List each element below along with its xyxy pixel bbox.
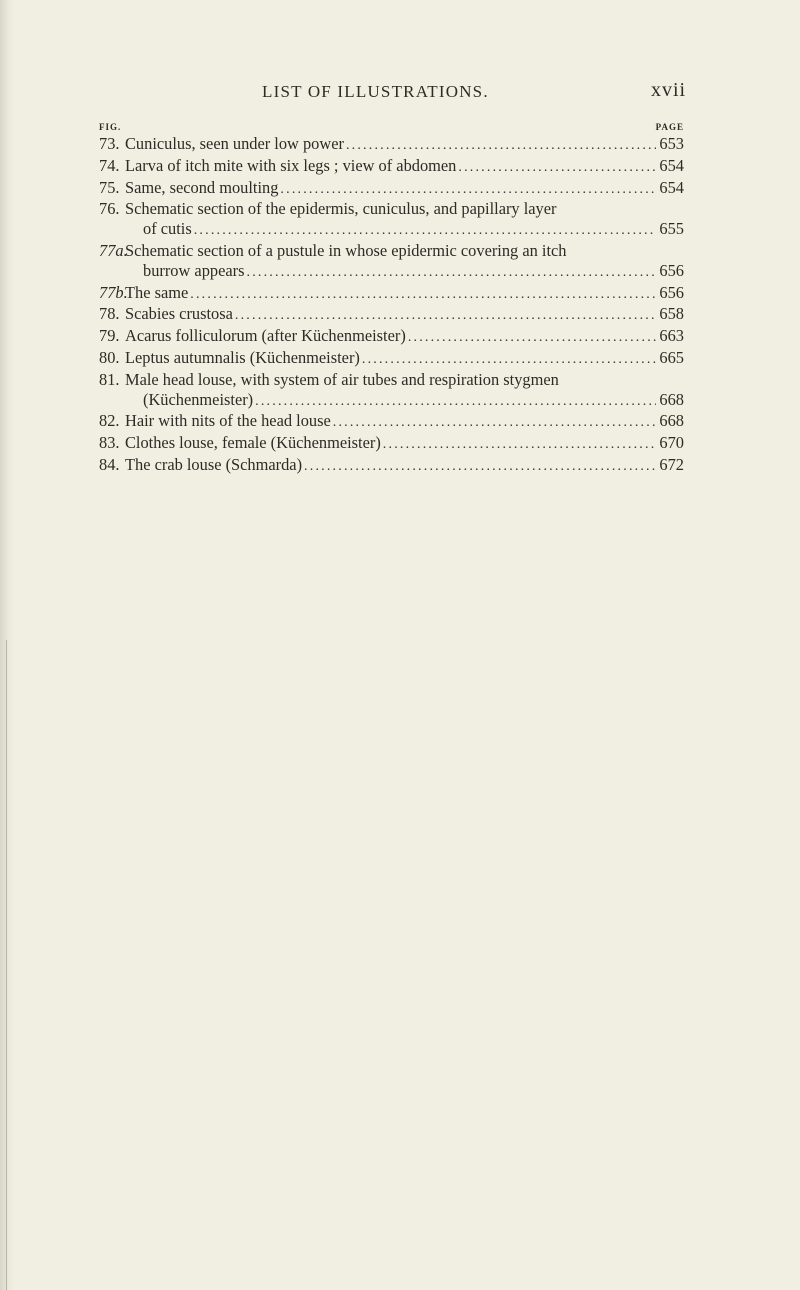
figure-caption: The crab louse (Schmarda) <box>125 454 303 474</box>
page-ref: 654 <box>659 155 684 175</box>
list-item <box>99 455 684 477</box>
list-item <box>99 304 684 326</box>
dot-leader <box>408 328 657 348</box>
list-item <box>99 348 684 370</box>
figure-number: 81. <box>99 369 120 389</box>
figure-caption: Same, second moulting <box>125 177 279 197</box>
figure-caption: Leptus autumnalis (Küchenmeister) <box>125 347 360 367</box>
figure-caption: Hair with nits of the head louse <box>125 411 331 431</box>
page-ref: 656 <box>659 260 684 280</box>
page-ref: 670 <box>659 433 684 453</box>
dot-leader <box>247 263 657 283</box>
list-item <box>99 283 684 305</box>
figure-caption: Cuniculus, seen under low power <box>125 134 344 153</box>
list-item <box>99 178 684 200</box>
dot-leader <box>304 457 656 477</box>
figure-number: 74. <box>99 155 120 175</box>
dot-leader <box>235 306 657 326</box>
figure-caption: Clothes louse, female (Küchenmeister) <box>125 433 381 453</box>
page-number: xvii <box>651 79 687 101</box>
figure-number: 80. <box>99 347 120 367</box>
page-ref: 663 <box>659 326 684 346</box>
figure-caption-first-line: Schematic section of the epidermis, cuniculus, and papillary layer <box>125 199 557 219</box>
figure-number: 76. <box>99 199 120 219</box>
figure-caption: (Küchenmeister) <box>143 389 254 409</box>
dot-leader <box>458 158 656 178</box>
figure-caption: burrow appears <box>143 260 245 280</box>
running-title: LIST OF ILLUSTRATIONS. <box>262 82 489 101</box>
dot-leader <box>383 435 657 455</box>
list-item <box>99 156 684 178</box>
list-item <box>99 326 684 348</box>
figure-number: 79. <box>99 326 120 346</box>
dot-leader <box>362 350 657 370</box>
figure-caption: Larva of itch mite with six legs ; view of abdomen <box>125 155 457 175</box>
dot-leader <box>190 285 656 305</box>
figure-caption: Scabies crustosa <box>125 304 233 324</box>
list-item <box>99 241 684 283</box>
figure-number: 78. <box>99 304 120 324</box>
figure-number: 77b. <box>99 282 128 302</box>
page-ref: 665 <box>659 347 684 367</box>
dot-leader <box>346 136 656 156</box>
list-item <box>99 199 684 241</box>
page-edge-line <box>6 640 7 1290</box>
column-headings <box>99 122 684 134</box>
figure-caption-first-line: Male head louse, with system of air tubes and respiration stygmen <box>125 369 559 389</box>
illustration-list <box>99 134 684 477</box>
list-item <box>99 134 684 156</box>
page-column-label: PAGE <box>655 122 684 132</box>
page-ref: 668 <box>659 389 684 409</box>
figure-number: 73. <box>99 134 120 153</box>
page-ref: 654 <box>659 177 684 197</box>
dot-leader <box>333 413 657 433</box>
figure-number: 84. <box>99 454 120 474</box>
figure-caption: The same <box>125 282 189 302</box>
figure-caption-first-line: Schematic section of a pustule in whose epidermic covering an itch <box>125 240 567 260</box>
fig-column-label: FIG. <box>99 122 122 132</box>
list-item <box>99 411 684 433</box>
figure-caption: Acarus folliculorum (after Küchenmeister) <box>125 326 406 346</box>
page-ref: 672 <box>659 454 684 474</box>
page-ref: 653 <box>659 134 684 153</box>
figure-number: 77a. <box>99 240 128 260</box>
figure-number: 82. <box>99 411 120 431</box>
figure-number: 75. <box>99 177 120 197</box>
list-item <box>99 370 684 412</box>
list-item <box>99 433 684 455</box>
dot-leader <box>194 221 657 241</box>
page-ref: 656 <box>659 282 684 302</box>
page-ref: 668 <box>659 411 684 431</box>
figure-number: 83. <box>99 433 120 453</box>
dot-leader <box>280 180 656 200</box>
page-ref: 655 <box>659 219 684 239</box>
figure-caption: of cutis <box>143 219 192 239</box>
dot-leader <box>255 392 656 412</box>
running-head <box>0 79 800 110</box>
page-ref: 658 <box>659 304 684 324</box>
page-gutter-shadow <box>0 0 14 1290</box>
